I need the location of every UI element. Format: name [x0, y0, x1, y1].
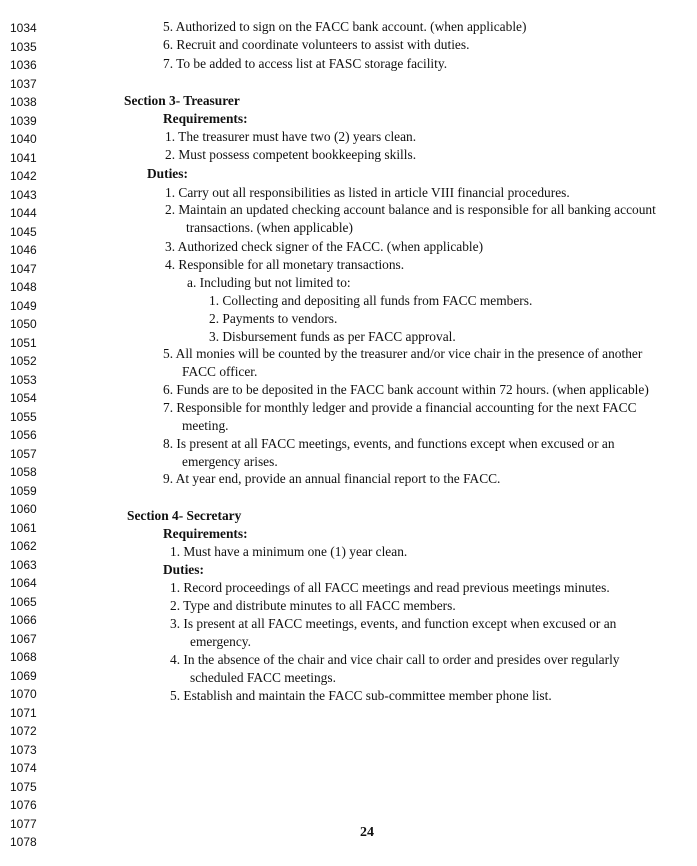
list-item-continuation: emergency arises.	[182, 454, 278, 469]
line-number: 1055	[10, 410, 37, 424]
list-item: 5. Establish and maintain the FACC sub-committee member phone list.	[170, 688, 552, 703]
list-item: 3. Authorized check signer of the FACC. (when applicable)	[165, 239, 484, 254]
line-number: 1059	[10, 484, 37, 498]
section-heading: Section 3- Treasurer	[124, 93, 240, 108]
list-item: 5. Authorized to sign on the FACC bank account. (when applicable)	[163, 19, 527, 34]
list-item: a. Including but not limited to:	[187, 275, 351, 290]
line-number: 1037	[10, 77, 37, 91]
line-number: 1057	[10, 447, 37, 461]
list-item-continuation: emergency.	[190, 634, 251, 649]
line-number: 1051	[10, 336, 37, 350]
line-number: 1070	[10, 687, 37, 701]
line-number: 1041	[10, 151, 37, 165]
line-number: 1056	[10, 428, 37, 442]
line-number: 1074	[10, 761, 37, 775]
list-item: 2. Payments to vendors.	[209, 311, 338, 326]
list-item-continuation: FACC officer.	[182, 364, 258, 379]
subheading: Duties:	[163, 562, 204, 577]
list-item: 6. Funds are to be deposited in the FACC bank account within 72 hours. (when applicable)	[163, 382, 649, 397]
list-item-continuation: scheduled FACC meetings.	[190, 670, 336, 685]
line-number: 1077	[10, 817, 37, 831]
list-item: 5. All monies will be counted by the treasurer and/or vice chair in the presence of another	[163, 346, 643, 361]
list-item: 3. Disbursement funds as per FACC approval.	[209, 329, 456, 344]
list-item: 3. Is present at all FACC meetings, events, and function except when excused or an	[170, 616, 617, 631]
line-number: 1076	[10, 798, 37, 812]
list-item: 2. Must possess competent bookkeeping skills.	[165, 147, 417, 162]
line-number: 1060	[10, 502, 37, 516]
list-item: 1. Collecting and depositing all funds from FACC members.	[209, 293, 533, 308]
list-item: 2. Type and distribute minutes to all FACC members.	[170, 598, 456, 613]
line-number: 1072	[10, 724, 37, 738]
list-item: 7. To be added to access list at FASC storage facility.	[163, 56, 448, 71]
line-number: 1066	[10, 613, 37, 627]
line-number: 1054	[10, 391, 37, 405]
line-number: 1058	[10, 465, 37, 479]
list-item: 7. Responsible for monthly ledger and provide a financial accounting for the next FACC	[163, 400, 637, 415]
list-item: 4. Responsible for all monetary transactions.	[165, 257, 405, 272]
list-item: 8. Is present at all FACC meetings, events, and functions except when excused or an	[163, 436, 615, 451]
line-number: 1050	[10, 317, 37, 331]
line-number: 1075	[10, 780, 37, 794]
line-number: 1065	[10, 595, 37, 609]
line-number: 1063	[10, 558, 37, 572]
line-number: 1071	[10, 706, 37, 720]
list-item: 1. Record proceedings of all FACC meetings and read previous meetings minutes.	[170, 580, 610, 595]
line-number: 1044	[10, 206, 37, 220]
list-item-continuation: meeting.	[182, 418, 229, 433]
line-number: 1061	[10, 521, 37, 535]
line-number: 1040	[10, 132, 37, 146]
line-number: 1045	[10, 225, 37, 239]
line-number: 1052	[10, 354, 37, 368]
list-item-continuation: transactions. (when applicable)	[186, 220, 353, 235]
line-number: 1048	[10, 280, 37, 294]
line-number: 1047	[10, 262, 37, 276]
line-number: 1035	[10, 40, 37, 54]
subheading: Requirements:	[163, 526, 248, 541]
line-number: 1073	[10, 743, 37, 757]
line-number: 1039	[10, 114, 37, 128]
subheading: Requirements:	[163, 111, 248, 126]
line-number: 1042	[10, 169, 37, 183]
line-number: 1067	[10, 632, 37, 646]
line-number: 1046	[10, 243, 37, 257]
list-item: 1. Must have a minimum one (1) year clean.	[170, 544, 408, 559]
list-item: 1. The treasurer must have two (2) years clean.	[165, 129, 417, 144]
section-heading: Section 4- Secretary	[127, 508, 242, 523]
line-number: 1068	[10, 650, 37, 664]
list-item: 2. Maintain an updated checking account balance and is responsible for all banking account	[165, 202, 656, 217]
line-number: 1038	[10, 95, 37, 109]
line-number: 1043	[10, 188, 37, 202]
page-number: 24	[360, 825, 374, 840]
line-number: 1053	[10, 373, 37, 387]
line-number: 1062	[10, 539, 37, 553]
list-item: 4. In the absence of the chair and vice chair call to order and presides over regularly	[170, 652, 620, 667]
subheading: Duties:	[147, 166, 188, 181]
line-number: 1036	[10, 58, 37, 72]
list-item: 9. At year end, provide an annual financial report to the FACC.	[163, 471, 501, 486]
line-number: 1034	[10, 21, 37, 35]
line-number: 1064	[10, 576, 37, 590]
line-number: 1049	[10, 299, 37, 313]
list-item: 1. Carry out all responsibilities as listed in article VIII financial procedures.	[165, 185, 570, 200]
list-item: 6. Recruit and coordinate volunteers to assist with duties.	[163, 37, 470, 52]
line-number: 1069	[10, 669, 37, 683]
line-number: 1078	[10, 835, 37, 849]
